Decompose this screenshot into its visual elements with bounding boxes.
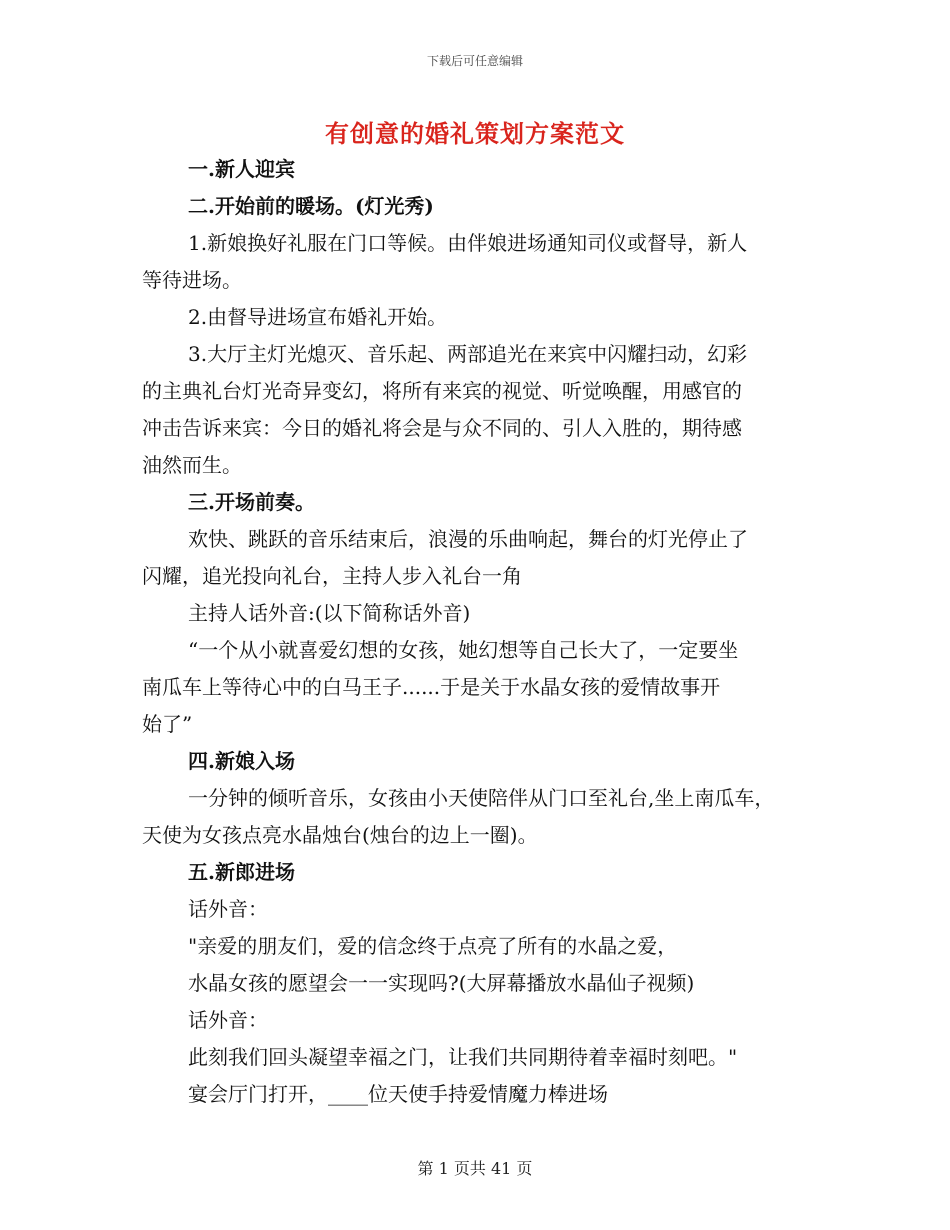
section-heading: 一.新人迎宾 bbox=[188, 157, 295, 181]
paragraph-line: 主持人话外音:(以下简称话外音) bbox=[188, 601, 471, 625]
section-heading: 五.新郎进场 bbox=[188, 860, 295, 884]
paragraph-line: "亲爱的朋友们，爱的信念终于点亮了所有的水晶之爱， bbox=[188, 934, 678, 958]
paragraph-line: 宴会厅门打开，____位天使手持爱情魔力棒进场 bbox=[188, 1082, 608, 1106]
paragraph-line: 话外音： bbox=[188, 1008, 268, 1032]
paragraph-line: 1.新娘换好礼服在门口等候。由伴娘进场通知司仪或督导，新人 bbox=[188, 231, 748, 255]
paragraph-line: 水晶女孩的愿望会一一实现吗?(大屏幕播放水晶仙子视频) bbox=[188, 971, 695, 995]
section-heading: 二.开始前的暖场。(灯光秀) bbox=[188, 194, 434, 218]
page-footer: 第 1 页共 41 页 bbox=[417, 1159, 533, 1178]
paragraph-line: 此刻我们回头凝望幸福之门，让我们共同期待着幸福时刻吧。" bbox=[188, 1045, 738, 1069]
paragraph-line: 2.由督导进场宣布婚礼开始。 bbox=[188, 305, 448, 329]
paragraph-line: 冲击告诉来宾：今日的婚礼将会是与众不同的、引人入胜的，期待感 bbox=[142, 416, 742, 440]
section-heading: 三.开场前奏。 bbox=[188, 490, 315, 514]
header-note: 下载后可任意编辑 bbox=[426, 54, 523, 68]
paragraph-line: 闪耀，追光投向礼台，主持人步入礼台一角 bbox=[142, 564, 522, 588]
paragraph-line: 始了” bbox=[142, 712, 193, 736]
paragraph-line: 话外音： bbox=[188, 897, 268, 921]
paragraph-line: 3.大厅主灯光熄灭、音乐起、两部追光在来宾中闪耀扫动，幻彩 bbox=[188, 342, 748, 366]
document-title: 有创意的婚礼策划方案范文 bbox=[325, 119, 625, 148]
paragraph-line: 欢快、跳跃的音乐结束后，浪漫的乐曲响起，舞台的灯光停止了 bbox=[188, 527, 748, 551]
paragraph-line: 一分钟的倾听音乐，女孩由小天使陪伴从门口至礼台,坐上南瓜车， bbox=[188, 786, 775, 810]
section-heading: 四.新娘入场 bbox=[188, 749, 295, 773]
paragraph-line: 油然而生。 bbox=[142, 453, 242, 477]
paragraph-line: 天使为女孩点亮水晶烛台(烛台的边上一圈)。 bbox=[142, 823, 538, 847]
paragraph-line: 的主典礼台灯光奇异变幻，将所有来宾的视觉、听觉唤醒，用感官的 bbox=[142, 379, 742, 403]
paragraph-line: 南瓜车上等待心中的白马王子......于是关于水晶女孩的爱情故事开 bbox=[142, 675, 721, 699]
paragraph-line: 等待进场。 bbox=[142, 268, 242, 292]
paragraph-line: “一个从小就喜爱幻想的女孩，她幻想等自己长大了，一定要坐 bbox=[188, 638, 739, 662]
